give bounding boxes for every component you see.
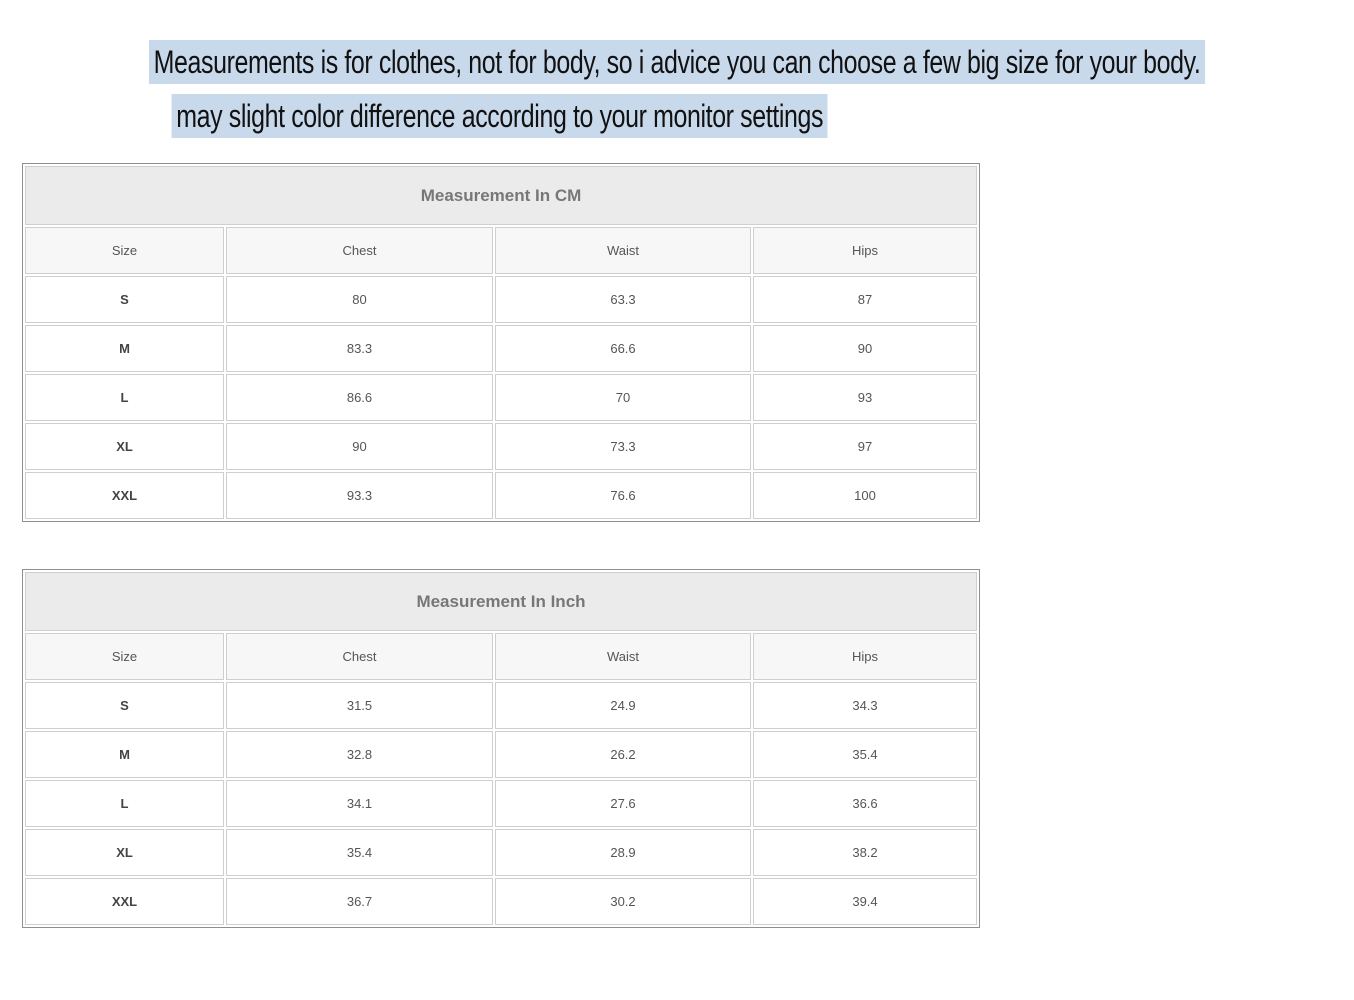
chest-cell: 86.6 [226,374,493,421]
header-chest: Chest [226,633,493,680]
table-row [25,423,977,470]
table-row [25,325,977,372]
header-waist: Waist [495,633,751,680]
hips-cell: 39.4 [753,878,977,925]
notice-line-2: may slight color difference according to your monitor settings [172,94,828,138]
size-cell: M [25,731,224,778]
table-title-inch: Measurement In Inch [25,572,977,631]
size-table-inch [22,569,980,928]
size-cell: L [25,374,224,421]
waist-cell: 63.3 [495,276,751,323]
size-table-cm [22,163,980,522]
hips-cell: 38.2 [753,829,977,876]
table-title-cm: Measurement In CM [25,166,977,225]
table-row [25,780,977,827]
chest-cell: 90 [226,423,493,470]
table-row [25,829,977,876]
chest-cell: 93.3 [226,472,493,519]
chest-cell: 34.1 [226,780,493,827]
chest-cell: 83.3 [226,325,493,372]
hips-cell: 97 [753,423,977,470]
chest-cell: 32.8 [226,731,493,778]
table-row [25,374,977,421]
hips-cell: 87 [753,276,977,323]
chest-cell: 31.5 [226,682,493,729]
header-chest: Chest [226,227,493,274]
size-cell: S [25,276,224,323]
header-waist: Waist [495,227,751,274]
waist-cell: 24.9 [495,682,751,729]
size-cell: L [25,780,224,827]
chest-cell: 80 [226,276,493,323]
size-cell: XL [25,423,224,470]
chest-cell: 36.7 [226,878,493,925]
size-cell: S [25,682,224,729]
size-cell: M [25,325,224,372]
table-row [25,731,977,778]
waist-cell: 27.6 [495,780,751,827]
table-header-row [25,633,977,680]
table-row [25,472,977,519]
waist-cell: 73.3 [495,423,751,470]
waist-cell: 26.2 [495,731,751,778]
hips-cell: 34.3 [753,682,977,729]
hips-cell: 93 [753,374,977,421]
header-hips: Hips [753,633,977,680]
hips-cell: 100 [753,472,977,519]
table-row [25,276,977,323]
waist-cell: 70 [495,374,751,421]
table-header-row [25,227,977,274]
size-cell: XL [25,829,224,876]
size-notice [0,40,1201,138]
size-cell: XXL [25,472,224,519]
waist-cell: 30.2 [495,878,751,925]
header-size: Size [25,633,224,680]
hips-cell: 36.6 [753,780,977,827]
waist-cell: 28.9 [495,829,751,876]
hips-cell: 90 [753,325,977,372]
chest-cell: 35.4 [226,829,493,876]
notice-line-1: Measurements is for clothes, not for body, so i advice you can choose a few big size for your body. [149,40,1205,84]
size-cell: XXL [25,878,224,925]
waist-cell: 76.6 [495,472,751,519]
waist-cell: 66.6 [495,325,751,372]
header-hips: Hips [753,227,977,274]
header-size: Size [25,227,224,274]
table-row [25,878,977,925]
hips-cell: 35.4 [753,731,977,778]
table-row [25,682,977,729]
